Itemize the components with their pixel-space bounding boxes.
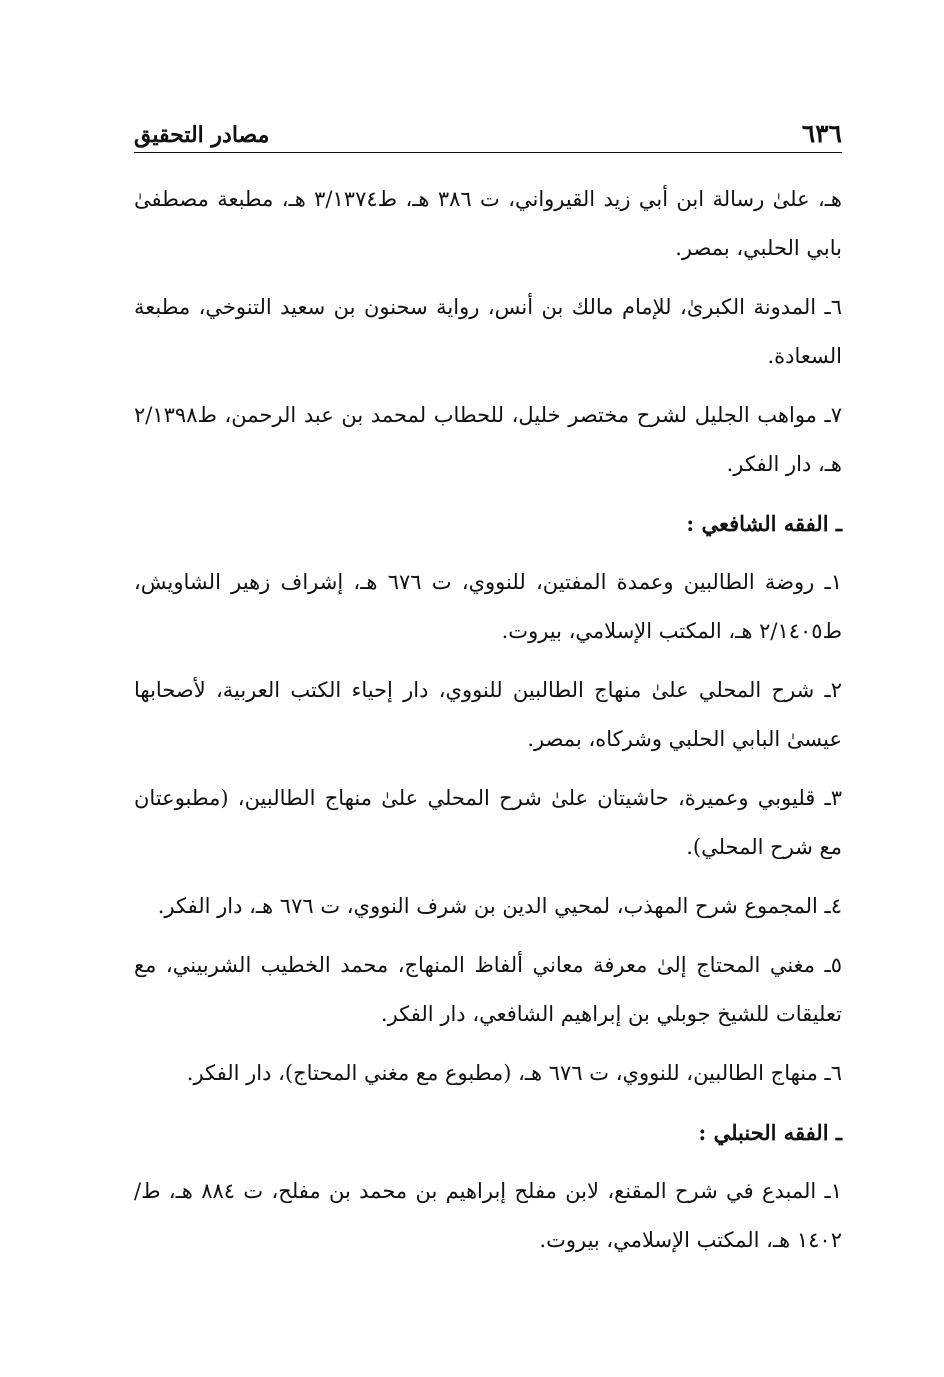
reference-entry: هـ، علىٰ رسالة ابن أبي زيد القيرواني، ت ٣٨٦ هـ، ط٣/١٣٧٤ هـ، مطبعة مصطفىٰ بابي الحلبي، بمصر.: [134, 187, 842, 260]
page-number: ٦٣٦: [801, 119, 842, 148]
book-page: [134, 112, 842, 1275]
running-title: مصادر التحقيق: [134, 122, 270, 148]
page-header: [134, 112, 842, 153]
reference-entry: ٢ـ شرح المحلي علىٰ منهاج الطالبين للنووي، دار إحياء الكتب العربية، لأصحابها عيسىٰ البابي الحلبي وشركاه، بمصر.: [134, 678, 842, 751]
page-content: [134, 175, 842, 1265]
reference-entry: ١ـ المبدع في شرح المقنع، لابن مفلح إبراهيم بن محمد بن مفلح، ت ٨٨٤ هـ، ط/١٤٠٢ هـ، المكتب الإسلامي، بيروت.: [134, 1179, 842, 1252]
section-heading-shafii: ـ الفقه الشافعي :: [686, 511, 842, 536]
reference-entry: ١ـ روضة الطالبين وعمدة المفتين، للنووي، ت ٦٧٦ هـ، إشراف زهير الشاويش، ط٢/١٤٠٥ هـ، المكتب الإسلامي، بيروت.: [134, 570, 842, 643]
reference-entry: ٦ـ منهاج الطالبين، للنووي، ت ٦٧٦ هـ، (مطبوع مع مغني المحتاج)، دار الفكر.: [186, 1061, 842, 1085]
reference-entry: ٤ـ المجموع شرح المهذب، لمحيي الدين بن شرف النووي، ت ٦٧٦ هـ، دار الفكر.: [157, 894, 842, 918]
reference-entry: ٣ـ قليوبي وعميرة، حاشيتان علىٰ شرح المحلي علىٰ منهاج الطالبين، (مطبوعتان مع شرح المحلي).: [134, 786, 842, 859]
reference-entry: ٧ـ مواهب الجليل لشرح مختصر خليل، للحطاب لمحمد بن عبد الرحمن، ط٢/١٣٩٨ هـ، دار الفكر.: [134, 403, 842, 476]
reference-entry: ٥ـ مغني المحتاج إلىٰ معرفة معاني ألفاظ المنهاج، محمد الخطيب الشربيني، مع تعليقات للشيخ جوبلي بن إبراهيم الشافعي، دار الفكر.: [134, 953, 842, 1026]
reference-entry: ٦ـ المدونة الكبرىٰ، للإمام مالك بن أنس، رواية سحنون بن سعيد التنوخي، مطبعة السعادة.: [134, 295, 842, 368]
section-heading-hanbali: ـ الفقه الحنبلي :: [698, 1120, 842, 1145]
